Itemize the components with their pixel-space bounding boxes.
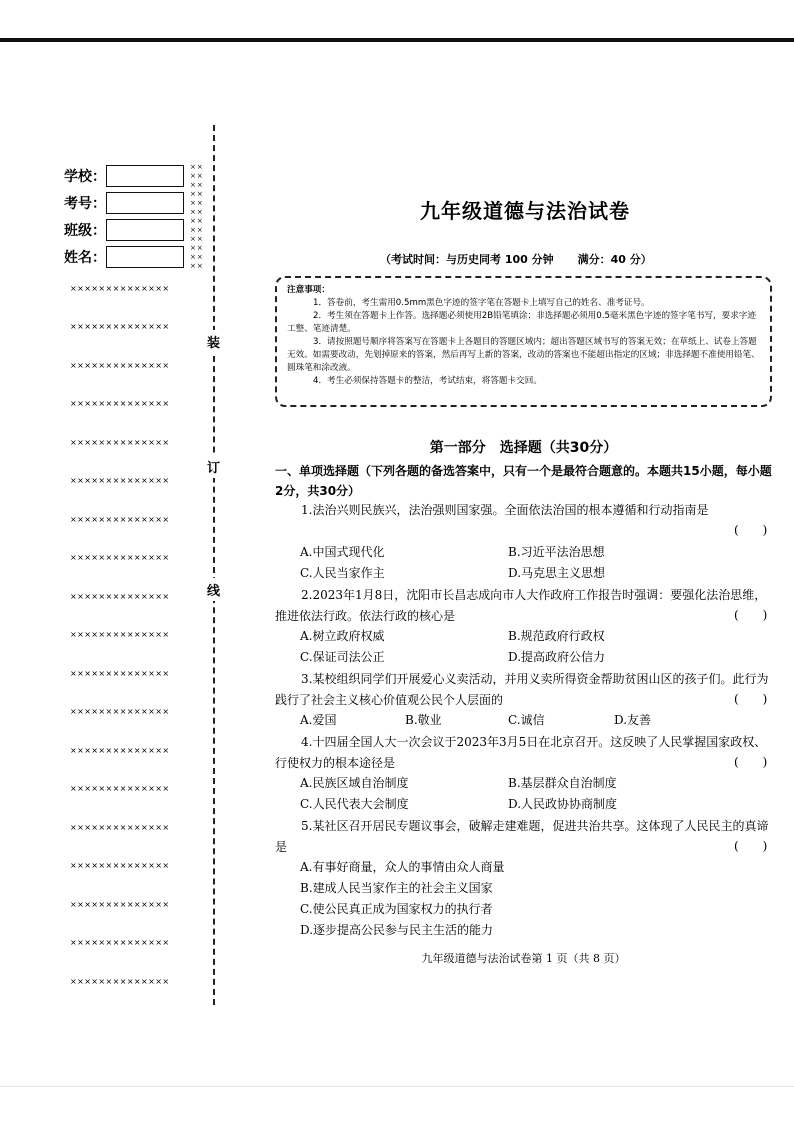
notes-box <box>275 276 772 407</box>
name-label: 姓名： <box>64 250 106 266</box>
small-x-mark: ×× <box>190 262 204 270</box>
binding-x-row: ×××××××××××××× <box>70 746 170 755</box>
answer-paren-5: ( ) <box>734 839 768 853</box>
exam-title: 九年级道德与法治试卷 <box>420 199 630 223</box>
question-3-option-a: A.爱国 <box>300 713 337 727</box>
question-5-stem: 5.某社区召开居民专题议事会，破解走建难题，促进共治共享。这体现了人民民主的真谛是 <box>275 819 769 854</box>
question-1-option-c: C.人民当家作主 <box>300 566 385 580</box>
question-4-option-d: D.人民政协协商制度 <box>508 797 618 811</box>
binding-x-row: ×××××××××××××× <box>70 630 170 639</box>
small-x-mark: ×× <box>190 235 204 243</box>
binding-x-row: ×××××××××××××× <box>70 707 170 716</box>
question-2-option-d: D.提高政府公信力 <box>508 650 606 664</box>
answer-paren-2: ( ) <box>734 608 768 622</box>
answer-paren-3: ( ) <box>734 692 768 706</box>
exam-time: （考试时间：与历史同考 100 分钟 <box>380 253 554 266</box>
class-input-box[interactable] <box>106 219 184 241</box>
question-2-stem: 2.2023年1月8日，沈阳市长昌志成向市人大作政府工作报告时强调：要强化法治思维，推进依法行政。依法行政的核心是 <box>275 588 767 623</box>
binding-char-xian: 线 <box>207 578 220 601</box>
exam-number-label: 考号： <box>64 196 106 212</box>
question-4-stem: 4.十四届全国人大一次会议于2023年3月5日在北京召开。这反映了人民掌握国家政权、行使权力的根本途径是 <box>275 735 767 770</box>
notes-title: 注意事项： <box>287 285 330 295</box>
small-x-mark: ×× <box>190 190 204 198</box>
binding-x-row: ×××××××××××××× <box>70 476 170 485</box>
question-1-option-b: B.习近平法治思想 <box>508 545 605 559</box>
notes-item: 4．考生必须保持答题卡的整洁，考试结束，将答题卡交回。 <box>313 376 542 386</box>
binding-x-row: ×××××××××××××× <box>70 823 170 832</box>
question-4-option-b: B.基层群众自治制度 <box>508 776 617 790</box>
top-border-rule <box>0 38 794 42</box>
question-5-option-d: D.逐步提高公民参与民主生活的能力 <box>300 923 494 937</box>
question-3-stem: 3.某校组织同学们开展爱心义卖活动，并用义卖所得资金帮助贫困山区的孩子们。此行为践行了社会主义核心价值观公民个人层面的 <box>275 672 769 707</box>
notes-item: 3．请按照题号顺序将答案写在答题卡上各题目的答题区域内；超出答题区域书写的答案无效；在草纸上、试卷上答题无效。如需要改动，先划掉原来的答案，然后再写上新的答案，改动的答案也不能超出指定的区域；非选择题不准使用铅笔、圆珠笔和涂改液。 <box>287 337 760 373</box>
notes-item: 1．答卷前，考生需用0.5mm黑色字迹的签字笔在答题卡上填写自己的姓名、准考证号。 <box>313 298 650 308</box>
small-x-mark: ×× <box>190 181 204 189</box>
small-x-mark: ×× <box>190 163 204 171</box>
question-5-option-b: B.建成人民当家作主的社会主义国家 <box>300 881 493 895</box>
exam-score: 满分：40 分） <box>577 253 652 266</box>
question-2-option-a: A.树立政府权威 <box>300 629 385 643</box>
class-label: 班级： <box>64 223 106 239</box>
binding-x-row: ×××××××××××××× <box>70 900 170 909</box>
small-x-mark: ×× <box>190 253 204 261</box>
binding-x-row: ×××××××××××××× <box>70 553 170 562</box>
answer-paren-4: ( ) <box>734 755 768 769</box>
bottom-rule <box>0 1086 794 1087</box>
binding-x-row: ×××××××××××××× <box>70 861 170 870</box>
binding-x-row: ×××××××××××××× <box>70 592 170 601</box>
notes-item: 2．考生须在答题卡上作答。选择题必须使用2B铅笔填涂；非选择题必须用0.5毫米黑色字迹的签字笔书写，要求字迹工整、笔迹清楚。 <box>287 311 756 334</box>
question-5-option-c: C.使公民真正成为国家权力的执行者 <box>300 902 493 916</box>
class-field-row <box>64 218 184 242</box>
binding-x-row: ×××××××××××××× <box>70 977 170 986</box>
question-3-option-b: B.敬业 <box>405 713 442 727</box>
school-field-row <box>64 164 184 188</box>
small-x-mark: ×× <box>190 172 204 180</box>
small-x-mark: ×× <box>190 217 204 225</box>
binding-x-row: ×××××××××××××× <box>70 438 170 447</box>
binding-x-row: ×××××××××××××× <box>70 515 170 524</box>
small-x-mark: ×× <box>190 226 204 234</box>
question-5-option-a: A.有事好商量，众人的事情由众人商量 <box>300 860 505 874</box>
exam-number-input-box[interactable] <box>106 192 184 214</box>
binding-x-row: ×××××××××××××× <box>70 399 170 408</box>
binding-x-row: ×××××××××××××× <box>70 361 170 370</box>
question-1-option-a: A.中国式现代化 <box>300 545 385 559</box>
binding-dashed-line <box>213 125 215 1005</box>
question-4-option-c: C.人民代表大会制度 <box>300 797 409 811</box>
name-field-row <box>64 245 184 269</box>
page-footer: 九年级道德与法治试卷第 1 页（共 8 页） <box>421 952 626 965</box>
question-3-option-c: C.诚信 <box>508 713 545 727</box>
small-x-mark: ×× <box>190 199 204 207</box>
section-intro: 一、单项选择题（下列各题的备选答案中，只有一个是最符合题意的。本题共15小题，每小题2分，共30分） <box>275 464 772 498</box>
question-2-option-c: C.保证司法公正 <box>300 650 385 664</box>
binding-x-row: ×××××××××××××× <box>70 669 170 678</box>
binding-x-row: ×××××××××××××× <box>70 784 170 793</box>
binding-x-row: ×××××××××××××× <box>70 322 170 331</box>
school-input-box[interactable] <box>106 165 184 187</box>
question-4-option-a: A.民族区域自治制度 <box>300 776 409 790</box>
question-1-stem: 1.法治兴则民族兴，法治强则国家强。全面依法治国的根本遵循和行动指南是 <box>301 503 709 517</box>
name-input-box[interactable] <box>106 246 184 268</box>
binding-char-zhuang: 装 <box>207 330 220 353</box>
binding-char-ding: 订 <box>207 455 220 478</box>
question-2-option-b: B.规范政府行政权 <box>508 629 605 643</box>
part-title: 第一部分 选择题（共30分） <box>429 440 618 456</box>
binding-x-row: ×××××××××××××× <box>70 938 170 947</box>
small-x-mark: ×× <box>190 208 204 216</box>
exam-meta <box>380 251 652 267</box>
question-1-option-d: D.马克思主义思想 <box>508 566 606 580</box>
exam-number-field-row <box>64 191 184 215</box>
binding-x-row: ×××××××××××××× <box>70 284 170 293</box>
question-3-option-d: D.友善 <box>614 713 652 727</box>
school-label: 学校： <box>64 169 106 185</box>
answer-paren-1: ( ) <box>734 523 768 537</box>
small-x-mark: ×× <box>190 244 204 252</box>
